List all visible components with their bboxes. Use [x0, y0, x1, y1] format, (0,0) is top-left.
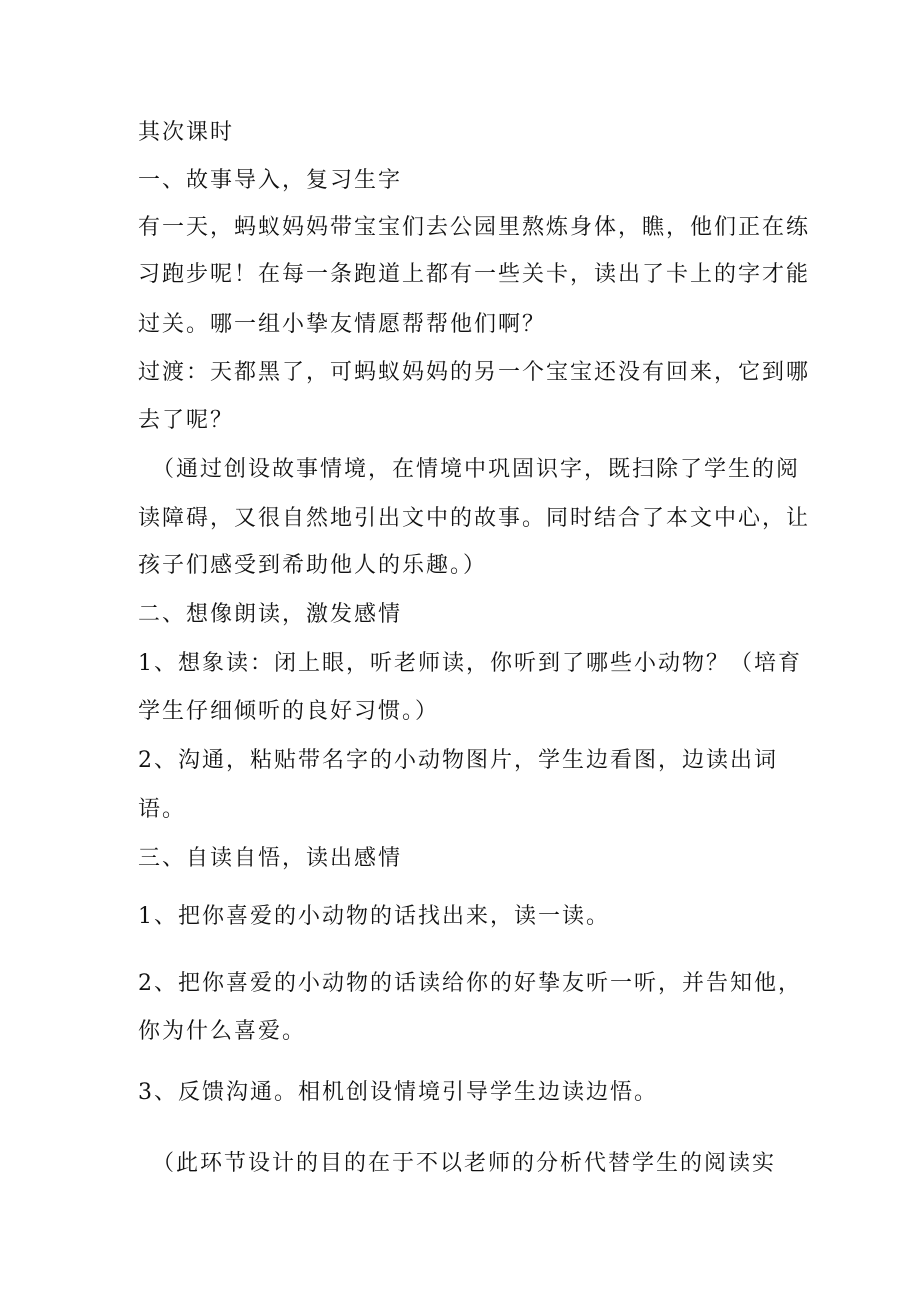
note-line: （此环节设计的目的在于不以老师的分析代替学生的阅读实 — [152, 1151, 777, 1176]
heading-3: 三、自读自悟，读出感情 — [138, 846, 403, 871]
heading-1: 一、故事导入，复习生字 — [138, 168, 403, 193]
paragraph-line: 过渡：天都黑了，可蚂蚁妈妈的另一个宝宝还没有回来，它到哪 — [138, 360, 811, 385]
list-item-line: 2、把你喜爱的小动物的话读给你的好挚友听一听，并告知他， — [138, 971, 802, 996]
list-item-line: 1、把你喜爱的小动物的话找出来，读一读。 — [138, 904, 610, 929]
section-title: 其次课时 — [138, 120, 235, 145]
list-item-line: 1、想象读：闭上眼，听老师读，你听到了哪些小动物？（培育 — [138, 651, 802, 676]
note-line: 孩子们感受到希助他人的乐趣。） — [138, 553, 488, 578]
note-line: 读障碍，又很自然地引出文中的故事。同时结合了本文中心，让 — [138, 506, 811, 531]
paragraph-line: 有一天，蚂蚁妈妈带宝宝们去公园里熬炼身体，瞧，他们正在练 — [138, 215, 811, 240]
list-item-line: 语。 — [138, 797, 187, 822]
list-item-line: 学生仔细倾听的良好习惯。） — [138, 699, 440, 724]
list-item-line: 3、反馈沟通。相机创设情境引导学生边读边悟。 — [138, 1080, 658, 1105]
list-item-line: 你为什么喜爱。 — [138, 1019, 307, 1044]
paragraph-line: 习跑步呢！在每一条跑道上都有一些关卡，读出了卡上的字才能 — [138, 262, 811, 287]
paragraph-line: 去了呢？ — [138, 408, 235, 433]
paragraph-line: 过关。哪一组小挚友情愿帮帮他们啊？ — [138, 312, 547, 337]
list-item-line: 2、沟通，粘贴带名字的小动物图片，学生边看图，边读出词 — [138, 748, 778, 773]
note-line: （通过创设故事情境，在情境中巩固识字，既扫除了学生的阅 — [152, 457, 801, 482]
heading-2: 二、想像朗读，激发感情 — [138, 602, 403, 627]
